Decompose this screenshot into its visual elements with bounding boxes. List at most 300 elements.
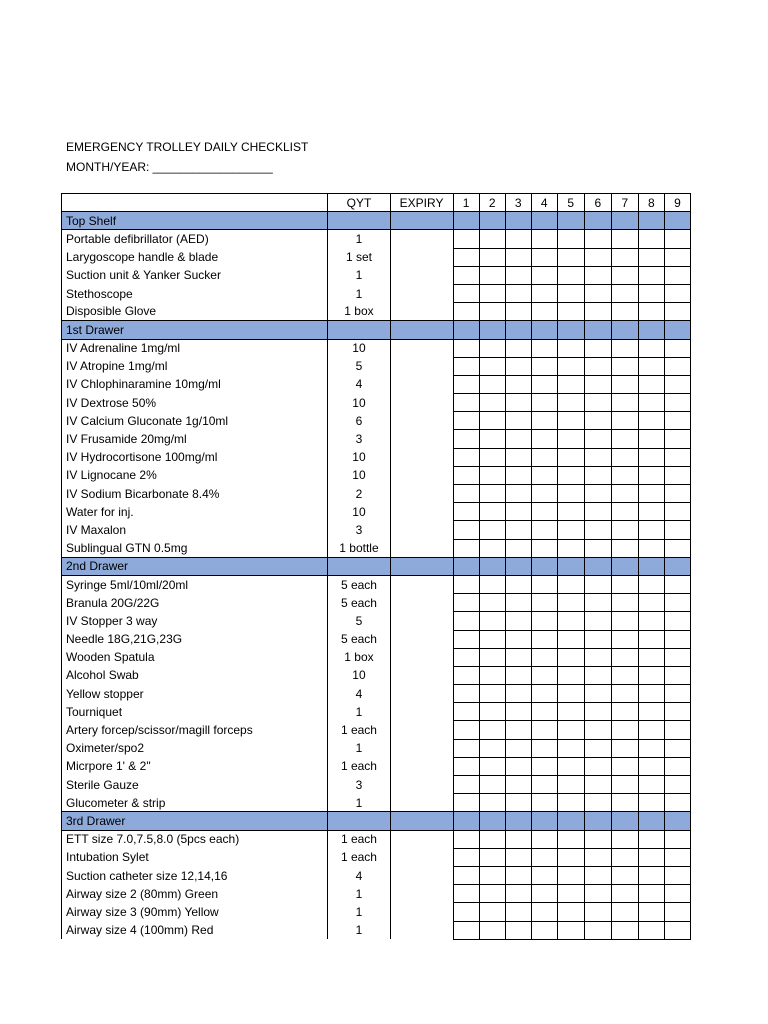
day-check-cell[interactable]	[638, 266, 664, 284]
day-check-cell[interactable]	[584, 339, 611, 357]
day-check-cell[interactable]	[479, 757, 505, 775]
day-check-cell[interactable]	[584, 703, 611, 721]
day-check-cell[interactable]	[531, 776, 557, 794]
day-check-cell[interactable]	[584, 721, 611, 739]
expiry-cell[interactable]	[390, 685, 453, 703]
day-check-cell[interactable]	[611, 503, 638, 521]
day-check-cell[interactable]	[638, 612, 664, 630]
day-check-cell[interactable]	[453, 848, 479, 866]
day-check-cell[interactable]	[505, 757, 531, 775]
day-check-cell[interactable]	[584, 685, 611, 703]
day-check-cell[interactable]	[664, 594, 690, 612]
day-check-cell[interactable]	[531, 885, 557, 903]
day-check-cell[interactable]	[664, 303, 690, 321]
day-check-cell[interactable]	[453, 466, 479, 484]
day-check-cell[interactable]	[479, 885, 505, 903]
day-check-cell[interactable]	[531, 921, 557, 939]
expiry-cell[interactable]	[390, 357, 453, 375]
day-check-cell[interactable]	[505, 630, 531, 648]
day-check-cell[interactable]	[479, 848, 505, 866]
day-check-cell[interactable]	[479, 394, 505, 412]
day-check-cell[interactable]	[505, 794, 531, 812]
day-check-cell[interactable]	[584, 412, 611, 430]
day-check-cell[interactable]	[531, 284, 557, 302]
day-check-cell[interactable]	[531, 339, 557, 357]
expiry-cell[interactable]	[390, 648, 453, 666]
day-check-cell[interactable]	[557, 757, 584, 775]
day-check-cell[interactable]	[531, 648, 557, 666]
day-check-cell[interactable]	[505, 739, 531, 757]
day-check-cell[interactable]	[505, 539, 531, 557]
day-check-cell[interactable]	[531, 757, 557, 775]
day-check-cell[interactable]	[664, 539, 690, 557]
day-check-cell[interactable]	[638, 230, 664, 248]
day-check-cell[interactable]	[638, 503, 664, 521]
day-check-cell[interactable]	[638, 466, 664, 484]
day-check-cell[interactable]	[505, 648, 531, 666]
expiry-cell[interactable]	[390, 303, 453, 321]
day-check-cell[interactable]	[505, 248, 531, 266]
day-check-cell[interactable]	[611, 448, 638, 466]
day-check-cell[interactable]	[453, 575, 479, 593]
day-check-cell[interactable]	[557, 248, 584, 266]
day-check-cell[interactable]	[453, 630, 479, 648]
day-check-cell[interactable]	[611, 284, 638, 302]
day-check-cell[interactable]	[479, 412, 505, 430]
day-check-cell[interactable]	[505, 776, 531, 794]
day-check-cell[interactable]	[531, 412, 557, 430]
day-check-cell[interactable]	[479, 248, 505, 266]
day-check-cell[interactable]	[453, 757, 479, 775]
day-check-cell[interactable]	[531, 721, 557, 739]
day-check-cell[interactable]	[531, 685, 557, 703]
day-check-cell[interactable]	[584, 394, 611, 412]
day-check-cell[interactable]	[664, 630, 690, 648]
day-check-cell[interactable]	[453, 612, 479, 630]
day-check-cell[interactable]	[611, 575, 638, 593]
day-check-cell[interactable]	[638, 248, 664, 266]
day-check-cell[interactable]	[611, 539, 638, 557]
day-check-cell[interactable]	[531, 630, 557, 648]
day-check-cell[interactable]	[505, 866, 531, 884]
day-check-cell[interactable]	[664, 830, 690, 848]
expiry-cell[interactable]	[390, 776, 453, 794]
day-check-cell[interactable]	[453, 539, 479, 557]
day-check-cell[interactable]	[531, 503, 557, 521]
day-check-cell[interactable]	[479, 830, 505, 848]
day-check-cell[interactable]	[557, 703, 584, 721]
day-check-cell[interactable]	[611, 685, 638, 703]
day-check-cell[interactable]	[664, 866, 690, 884]
day-check-cell[interactable]	[531, 666, 557, 684]
day-check-cell[interactable]	[611, 776, 638, 794]
day-check-cell[interactable]	[505, 357, 531, 375]
day-check-cell[interactable]	[557, 485, 584, 503]
day-check-cell[interactable]	[611, 466, 638, 484]
expiry-cell[interactable]	[390, 612, 453, 630]
day-check-cell[interactable]	[479, 630, 505, 648]
day-check-cell[interactable]	[664, 921, 690, 939]
day-check-cell[interactable]	[531, 830, 557, 848]
day-check-cell[interactable]	[664, 739, 690, 757]
expiry-cell[interactable]	[390, 375, 453, 393]
day-check-cell[interactable]	[557, 357, 584, 375]
day-check-cell[interactable]	[479, 430, 505, 448]
day-check-cell[interactable]	[611, 830, 638, 848]
day-check-cell[interactable]	[505, 466, 531, 484]
day-check-cell[interactable]	[505, 721, 531, 739]
day-check-cell[interactable]	[557, 594, 584, 612]
day-check-cell[interactable]	[453, 739, 479, 757]
day-check-cell[interactable]	[557, 394, 584, 412]
day-check-cell[interactable]	[638, 866, 664, 884]
day-check-cell[interactable]	[505, 503, 531, 521]
day-check-cell[interactable]	[557, 612, 584, 630]
day-check-cell[interactable]	[611, 703, 638, 721]
day-check-cell[interactable]	[664, 230, 690, 248]
day-check-cell[interactable]	[505, 448, 531, 466]
expiry-cell[interactable]	[390, 284, 453, 302]
expiry-cell[interactable]	[390, 521, 453, 539]
day-check-cell[interactable]	[664, 685, 690, 703]
day-check-cell[interactable]	[505, 266, 531, 284]
day-check-cell[interactable]	[531, 521, 557, 539]
day-check-cell[interactable]	[664, 339, 690, 357]
day-check-cell[interactable]	[584, 539, 611, 557]
day-check-cell[interactable]	[638, 575, 664, 593]
day-check-cell[interactable]	[664, 648, 690, 666]
day-check-cell[interactable]	[611, 666, 638, 684]
day-check-cell[interactable]	[638, 412, 664, 430]
day-check-cell[interactable]	[531, 848, 557, 866]
day-check-cell[interactable]	[531, 430, 557, 448]
day-check-cell[interactable]	[611, 339, 638, 357]
day-check-cell[interactable]	[453, 830, 479, 848]
expiry-cell[interactable]	[390, 575, 453, 593]
day-check-cell[interactable]	[638, 830, 664, 848]
day-check-cell[interactable]	[557, 739, 584, 757]
day-check-cell[interactable]	[531, 612, 557, 630]
day-check-cell[interactable]	[453, 266, 479, 284]
day-check-cell[interactable]	[479, 503, 505, 521]
day-check-cell[interactable]	[453, 503, 479, 521]
day-check-cell[interactable]	[505, 303, 531, 321]
day-check-cell[interactable]	[584, 466, 611, 484]
day-check-cell[interactable]	[505, 594, 531, 612]
day-check-cell[interactable]	[479, 794, 505, 812]
day-check-cell[interactable]	[584, 757, 611, 775]
expiry-cell[interactable]	[390, 630, 453, 648]
day-check-cell[interactable]	[611, 412, 638, 430]
expiry-cell[interactable]	[390, 594, 453, 612]
day-check-cell[interactable]	[479, 448, 505, 466]
day-check-cell[interactable]	[453, 485, 479, 503]
day-check-cell[interactable]	[611, 866, 638, 884]
day-check-cell[interactable]	[611, 794, 638, 812]
day-check-cell[interactable]	[664, 503, 690, 521]
day-check-cell[interactable]	[611, 721, 638, 739]
day-check-cell[interactable]	[611, 430, 638, 448]
day-check-cell[interactable]	[584, 903, 611, 921]
day-check-cell[interactable]	[531, 866, 557, 884]
day-check-cell[interactable]	[584, 503, 611, 521]
day-check-cell[interactable]	[638, 703, 664, 721]
expiry-cell[interactable]	[390, 503, 453, 521]
expiry-cell[interactable]	[390, 466, 453, 484]
day-check-cell[interactable]	[584, 830, 611, 848]
day-check-cell[interactable]	[584, 248, 611, 266]
day-check-cell[interactable]	[584, 594, 611, 612]
day-check-cell[interactable]	[505, 430, 531, 448]
day-check-cell[interactable]	[638, 339, 664, 357]
day-check-cell[interactable]	[611, 885, 638, 903]
day-check-cell[interactable]	[584, 521, 611, 539]
day-check-cell[interactable]	[505, 703, 531, 721]
day-check-cell[interactable]	[664, 776, 690, 794]
day-check-cell[interactable]	[505, 375, 531, 393]
day-check-cell[interactable]	[611, 612, 638, 630]
day-check-cell[interactable]	[638, 375, 664, 393]
day-check-cell[interactable]	[453, 412, 479, 430]
day-check-cell[interactable]	[479, 776, 505, 794]
day-check-cell[interactable]	[584, 430, 611, 448]
day-check-cell[interactable]	[531, 394, 557, 412]
day-check-cell[interactable]	[664, 248, 690, 266]
day-check-cell[interactable]	[479, 485, 505, 503]
day-check-cell[interactable]	[584, 848, 611, 866]
day-check-cell[interactable]	[557, 866, 584, 884]
day-check-cell[interactable]	[479, 903, 505, 921]
day-check-cell[interactable]	[557, 503, 584, 521]
day-check-cell[interactable]	[479, 721, 505, 739]
day-check-cell[interactable]	[531, 903, 557, 921]
day-check-cell[interactable]	[479, 594, 505, 612]
day-check-cell[interactable]	[479, 284, 505, 302]
expiry-cell[interactable]	[390, 903, 453, 921]
day-check-cell[interactable]	[664, 357, 690, 375]
day-check-cell[interactable]	[664, 848, 690, 866]
day-check-cell[interactable]	[584, 739, 611, 757]
day-check-cell[interactable]	[611, 921, 638, 939]
day-check-cell[interactable]	[531, 230, 557, 248]
day-check-cell[interactable]	[505, 230, 531, 248]
day-check-cell[interactable]	[453, 357, 479, 375]
day-check-cell[interactable]	[584, 612, 611, 630]
day-check-cell[interactable]	[638, 630, 664, 648]
day-check-cell[interactable]	[557, 848, 584, 866]
day-check-cell[interactable]	[479, 521, 505, 539]
day-check-cell[interactable]	[557, 666, 584, 684]
day-check-cell[interactable]	[638, 921, 664, 939]
day-check-cell[interactable]	[531, 485, 557, 503]
day-check-cell[interactable]	[611, 594, 638, 612]
day-check-cell[interactable]	[638, 776, 664, 794]
day-check-cell[interactable]	[505, 412, 531, 430]
day-check-cell[interactable]	[453, 703, 479, 721]
day-check-cell[interactable]	[505, 575, 531, 593]
day-check-cell[interactable]	[453, 248, 479, 266]
day-check-cell[interactable]	[584, 648, 611, 666]
day-check-cell[interactable]	[557, 303, 584, 321]
day-check-cell[interactable]	[611, 303, 638, 321]
day-check-cell[interactable]	[584, 230, 611, 248]
day-check-cell[interactable]	[638, 903, 664, 921]
day-check-cell[interactable]	[557, 630, 584, 648]
day-check-cell[interactable]	[505, 685, 531, 703]
day-check-cell[interactable]	[557, 903, 584, 921]
day-check-cell[interactable]	[505, 485, 531, 503]
day-check-cell[interactable]	[664, 521, 690, 539]
day-check-cell[interactable]	[531, 739, 557, 757]
day-check-cell[interactable]	[611, 230, 638, 248]
day-check-cell[interactable]	[584, 630, 611, 648]
day-check-cell[interactable]	[557, 721, 584, 739]
day-check-cell[interactable]	[557, 830, 584, 848]
day-check-cell[interactable]	[531, 248, 557, 266]
day-check-cell[interactable]	[453, 448, 479, 466]
expiry-cell[interactable]	[390, 666, 453, 684]
expiry-cell[interactable]	[390, 866, 453, 884]
day-check-cell[interactable]	[557, 266, 584, 284]
expiry-cell[interactable]	[390, 430, 453, 448]
day-check-cell[interactable]	[505, 885, 531, 903]
expiry-cell[interactable]	[390, 885, 453, 903]
day-check-cell[interactable]	[584, 303, 611, 321]
day-check-cell[interactable]	[479, 703, 505, 721]
day-check-cell[interactable]	[453, 230, 479, 248]
expiry-cell[interactable]	[390, 230, 453, 248]
day-check-cell[interactable]	[584, 284, 611, 302]
day-check-cell[interactable]	[479, 866, 505, 884]
day-check-cell[interactable]	[557, 466, 584, 484]
day-check-cell[interactable]	[453, 685, 479, 703]
day-check-cell[interactable]	[505, 521, 531, 539]
day-check-cell[interactable]	[557, 539, 584, 557]
day-check-cell[interactable]	[531, 575, 557, 593]
day-check-cell[interactable]	[584, 448, 611, 466]
day-check-cell[interactable]	[611, 903, 638, 921]
day-check-cell[interactable]	[664, 612, 690, 630]
day-check-cell[interactable]	[557, 375, 584, 393]
day-check-cell[interactable]	[453, 430, 479, 448]
day-check-cell[interactable]	[611, 485, 638, 503]
day-check-cell[interactable]	[453, 648, 479, 666]
day-check-cell[interactable]	[531, 466, 557, 484]
day-check-cell[interactable]	[638, 685, 664, 703]
day-check-cell[interactable]	[664, 430, 690, 448]
day-check-cell[interactable]	[664, 794, 690, 812]
day-check-cell[interactable]	[664, 903, 690, 921]
expiry-cell[interactable]	[390, 739, 453, 757]
day-check-cell[interactable]	[453, 375, 479, 393]
day-check-cell[interactable]	[638, 848, 664, 866]
day-check-cell[interactable]	[557, 230, 584, 248]
day-check-cell[interactable]	[479, 357, 505, 375]
day-check-cell[interactable]	[664, 757, 690, 775]
day-check-cell[interactable]	[664, 885, 690, 903]
day-check-cell[interactable]	[638, 357, 664, 375]
day-check-cell[interactable]	[584, 921, 611, 939]
day-check-cell[interactable]	[664, 466, 690, 484]
day-check-cell[interactable]	[638, 521, 664, 539]
day-check-cell[interactable]	[584, 575, 611, 593]
day-check-cell[interactable]	[664, 394, 690, 412]
expiry-cell[interactable]	[390, 757, 453, 775]
day-check-cell[interactable]	[479, 666, 505, 684]
day-check-cell[interactable]	[557, 284, 584, 302]
day-check-cell[interactable]	[664, 412, 690, 430]
day-check-cell[interactable]	[584, 794, 611, 812]
day-check-cell[interactable]	[611, 248, 638, 266]
day-check-cell[interactable]	[505, 903, 531, 921]
day-check-cell[interactable]	[505, 666, 531, 684]
day-check-cell[interactable]	[531, 357, 557, 375]
day-check-cell[interactable]	[557, 921, 584, 939]
day-check-cell[interactable]	[479, 339, 505, 357]
day-check-cell[interactable]	[611, 521, 638, 539]
expiry-cell[interactable]	[390, 266, 453, 284]
day-check-cell[interactable]	[638, 721, 664, 739]
day-check-cell[interactable]	[453, 921, 479, 939]
expiry-cell[interactable]	[390, 485, 453, 503]
day-check-cell[interactable]	[638, 885, 664, 903]
day-check-cell[interactable]	[664, 703, 690, 721]
day-check-cell[interactable]	[453, 303, 479, 321]
day-check-cell[interactable]	[664, 575, 690, 593]
day-check-cell[interactable]	[479, 739, 505, 757]
day-check-cell[interactable]	[531, 266, 557, 284]
day-check-cell[interactable]	[638, 448, 664, 466]
day-check-cell[interactable]	[479, 266, 505, 284]
day-check-cell[interactable]	[664, 266, 690, 284]
day-check-cell[interactable]	[453, 394, 479, 412]
day-check-cell[interactable]	[531, 594, 557, 612]
day-check-cell[interactable]	[531, 794, 557, 812]
day-check-cell[interactable]	[453, 866, 479, 884]
expiry-cell[interactable]	[390, 448, 453, 466]
day-check-cell[interactable]	[638, 594, 664, 612]
day-check-cell[interactable]	[453, 284, 479, 302]
day-check-cell[interactable]	[453, 521, 479, 539]
expiry-cell[interactable]	[390, 921, 453, 939]
expiry-cell[interactable]	[390, 412, 453, 430]
day-check-cell[interactable]	[505, 394, 531, 412]
day-check-cell[interactable]	[453, 594, 479, 612]
day-check-cell[interactable]	[505, 612, 531, 630]
expiry-cell[interactable]	[390, 794, 453, 812]
day-check-cell[interactable]	[557, 521, 584, 539]
day-check-cell[interactable]	[638, 648, 664, 666]
day-check-cell[interactable]	[453, 885, 479, 903]
day-check-cell[interactable]	[531, 303, 557, 321]
day-check-cell[interactable]	[531, 448, 557, 466]
day-check-cell[interactable]	[638, 303, 664, 321]
expiry-cell[interactable]	[390, 703, 453, 721]
day-check-cell[interactable]	[638, 430, 664, 448]
day-check-cell[interactable]	[584, 885, 611, 903]
day-check-cell[interactable]	[611, 375, 638, 393]
day-check-cell[interactable]	[531, 703, 557, 721]
day-check-cell[interactable]	[638, 739, 664, 757]
day-check-cell[interactable]	[611, 648, 638, 666]
expiry-cell[interactable]	[390, 848, 453, 866]
day-check-cell[interactable]	[584, 375, 611, 393]
day-check-cell[interactable]	[505, 830, 531, 848]
day-check-cell[interactable]	[638, 284, 664, 302]
day-check-cell[interactable]	[557, 794, 584, 812]
day-check-cell[interactable]	[557, 339, 584, 357]
day-check-cell[interactable]	[638, 394, 664, 412]
